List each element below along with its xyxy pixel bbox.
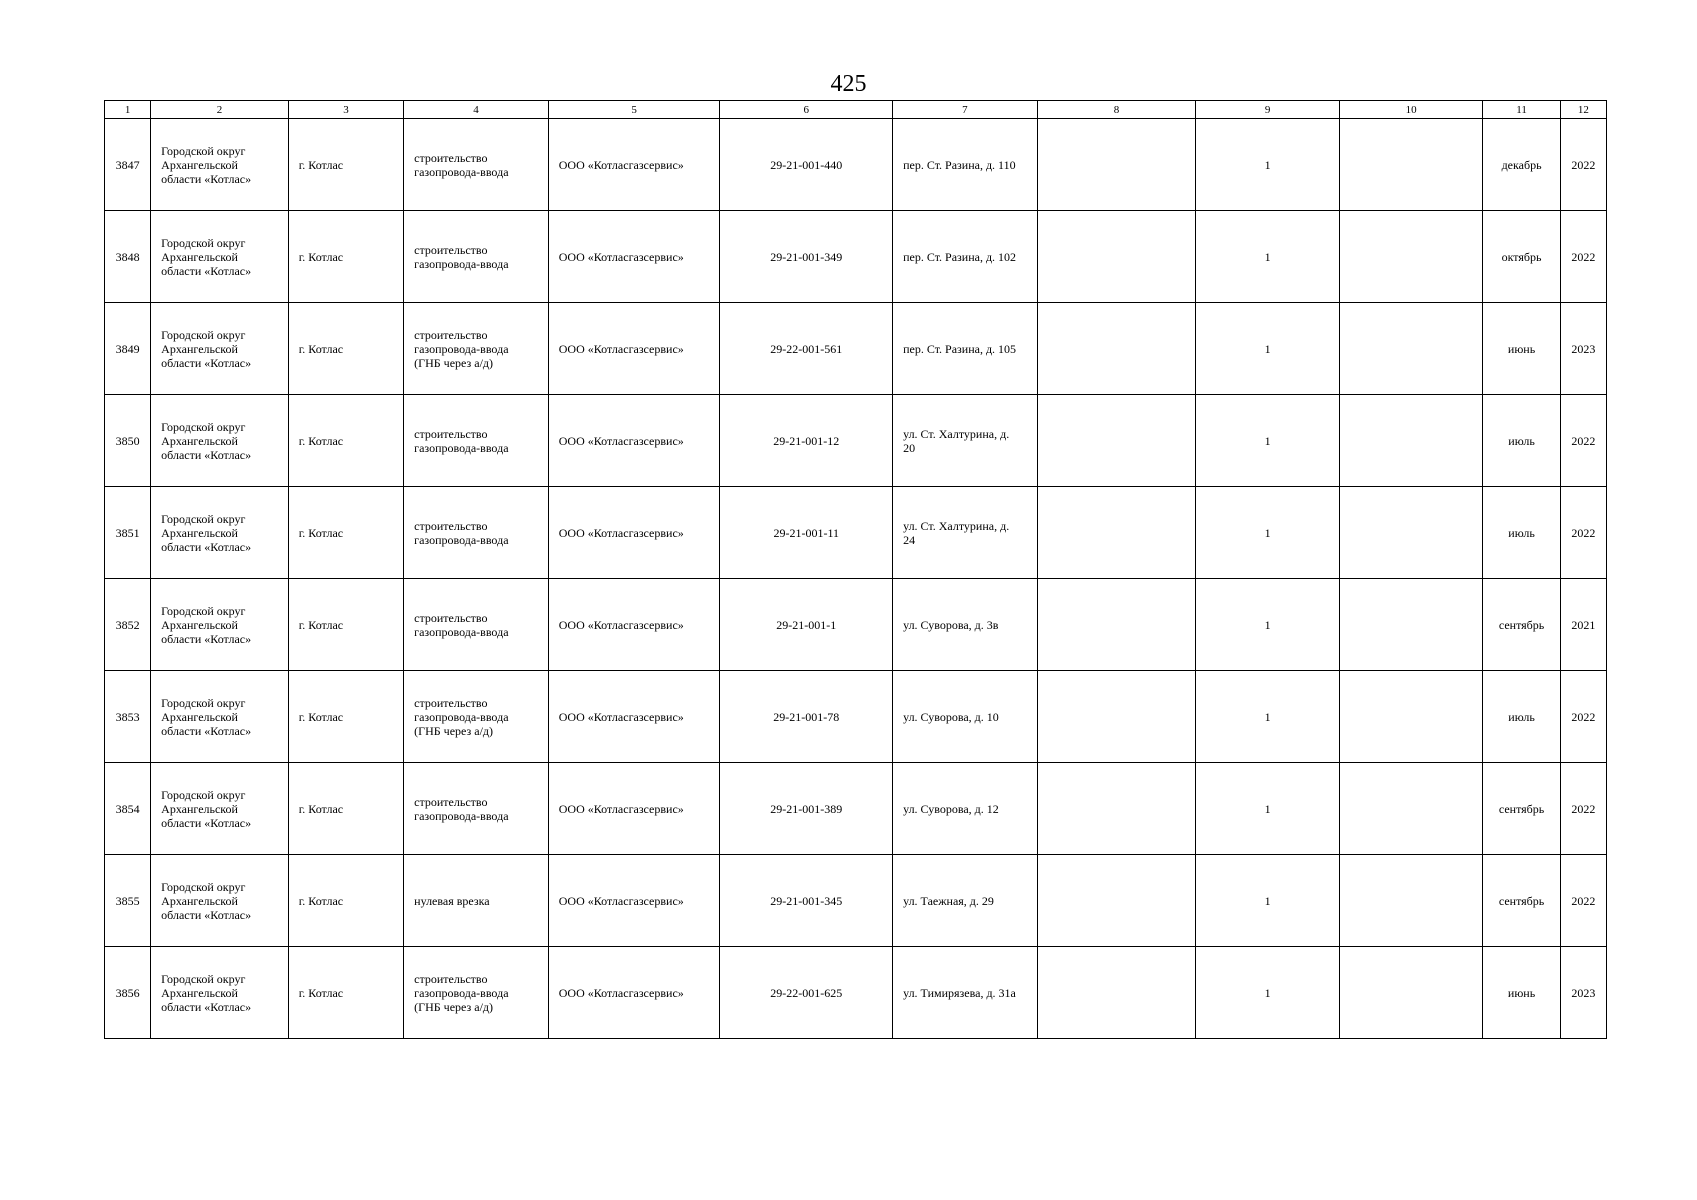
quantity-cell: 1 — [1196, 579, 1340, 671]
column-header: 5 — [548, 101, 720, 119]
month-cell: июль — [1483, 395, 1560, 487]
empty-cell — [1339, 211, 1483, 303]
column-header: 6 — [720, 101, 893, 119]
address-cell: ул. Суворова, д. 10 — [893, 671, 1038, 763]
empty-cell — [1339, 579, 1483, 671]
year-cell: 2023 — [1560, 947, 1606, 1039]
district-cell: Городской округ Архангельской области «Котлас» — [151, 395, 289, 487]
month-cell: сентябрь — [1483, 855, 1560, 947]
district-cell: Городской округ Архангельской области «Котлас» — [151, 855, 289, 947]
address-cell: пер. Ст. Разина, д. 102 — [893, 211, 1038, 303]
empty-cell — [1037, 763, 1196, 855]
code-cell: 29-21-001-440 — [720, 119, 893, 211]
month-cell: декабрь — [1483, 119, 1560, 211]
address-cell: ул. Суворова, д. 3в — [893, 579, 1038, 671]
city-cell: г. Котлас — [288, 119, 403, 211]
year-cell: 2022 — [1560, 487, 1606, 579]
city-cell: г. Котлас — [288, 947, 403, 1039]
address-cell: ул. Ст. Халтурина, д. 20 — [893, 395, 1038, 487]
organization-cell: ООО «Котласгазсервис» — [548, 947, 720, 1039]
city-cell: г. Котлас — [288, 395, 403, 487]
address-cell: ул. Таежная, д. 29 — [893, 855, 1038, 947]
district-cell: Городской округ Архангельской области «Котлас» — [151, 763, 289, 855]
column-header: 11 — [1483, 101, 1560, 119]
organization-cell: ООО «Котласгазсервис» — [548, 579, 720, 671]
quantity-cell: 1 — [1196, 395, 1340, 487]
year-cell: 2022 — [1560, 395, 1606, 487]
column-header: 12 — [1560, 101, 1606, 119]
work-type-cell: строительство газопровода-ввода (ГНБ через а/д) — [404, 947, 549, 1039]
work-type-cell: строительство газопровода-ввода — [404, 395, 549, 487]
empty-cell — [1339, 855, 1483, 947]
month-cell: июнь — [1483, 947, 1560, 1039]
year-cell: 2023 — [1560, 303, 1606, 395]
quantity-cell: 1 — [1196, 211, 1340, 303]
organization-cell: ООО «Котласгазсервис» — [548, 395, 720, 487]
row-number: 3849 — [105, 303, 151, 395]
organization-cell: ООО «Котласгазсервис» — [548, 303, 720, 395]
table-row — [105, 303, 1607, 395]
organization-cell: ООО «Котласгазсервис» — [548, 671, 720, 763]
code-cell: 29-21-001-349 — [720, 211, 893, 303]
work-type-cell: строительство газопровода-ввода — [404, 763, 549, 855]
code-cell: 29-21-001-345 — [720, 855, 893, 947]
empty-cell — [1037, 487, 1196, 579]
code-cell: 29-21-001-78 — [720, 671, 893, 763]
code-cell: 29-22-001-561 — [720, 303, 893, 395]
empty-cell — [1339, 487, 1483, 579]
month-cell: июль — [1483, 671, 1560, 763]
table-row — [105, 119, 1607, 211]
empty-cell — [1037, 671, 1196, 763]
work-type-cell: строительство газопровода-ввода (ГНБ через а/д) — [404, 303, 549, 395]
empty-cell — [1037, 947, 1196, 1039]
district-cell: Городской округ Архангельской области «Котлас» — [151, 487, 289, 579]
empty-cell — [1037, 119, 1196, 211]
address-cell: ул. Суворова, д. 12 — [893, 763, 1038, 855]
column-header: 9 — [1196, 101, 1340, 119]
empty-cell — [1037, 395, 1196, 487]
empty-cell — [1037, 855, 1196, 947]
code-cell: 29-22-001-625 — [720, 947, 893, 1039]
district-cell: Городской округ Архангельской области «Котлас» — [151, 671, 289, 763]
column-header: 8 — [1037, 101, 1196, 119]
organization-cell: ООО «Котласгазсервис» — [548, 211, 720, 303]
month-cell: октябрь — [1483, 211, 1560, 303]
month-cell: сентябрь — [1483, 763, 1560, 855]
district-cell: Городской округ Архангельской области «Котлас» — [151, 579, 289, 671]
year-cell: 2022 — [1560, 671, 1606, 763]
column-header: 4 — [404, 101, 549, 119]
row-number: 3850 — [105, 395, 151, 487]
city-cell: г. Котлас — [288, 763, 403, 855]
city-cell: г. Котлас — [288, 487, 403, 579]
table-row — [105, 395, 1607, 487]
code-cell: 29-21-001-12 — [720, 395, 893, 487]
row-number: 3852 — [105, 579, 151, 671]
row-number: 3851 — [105, 487, 151, 579]
table-row — [105, 855, 1607, 947]
quantity-cell: 1 — [1196, 487, 1340, 579]
empty-cell — [1339, 119, 1483, 211]
column-number-row — [105, 101, 1607, 119]
city-cell: г. Котлас — [288, 671, 403, 763]
row-number: 3847 — [105, 119, 151, 211]
city-cell: г. Котлас — [288, 855, 403, 947]
year-cell: 2022 — [1560, 211, 1606, 303]
quantity-cell: 1 — [1196, 947, 1340, 1039]
work-type-cell: строительство газопровода-ввода (ГНБ через а/д) — [404, 671, 549, 763]
empty-cell — [1339, 763, 1483, 855]
row-number: 3854 — [105, 763, 151, 855]
city-cell: г. Котлас — [288, 579, 403, 671]
row-number: 3856 — [105, 947, 151, 1039]
quantity-cell: 1 — [1196, 671, 1340, 763]
table-row — [105, 211, 1607, 303]
quantity-cell: 1 — [1196, 303, 1340, 395]
empty-cell — [1037, 211, 1196, 303]
year-cell: 2022 — [1560, 119, 1606, 211]
district-cell: Городской округ Архангельской области «Котлас» — [151, 303, 289, 395]
row-number: 3848 — [105, 211, 151, 303]
column-header: 10 — [1339, 101, 1483, 119]
work-type-cell: строительство газопровода-ввода — [404, 487, 549, 579]
registry-table — [104, 100, 1607, 1039]
work-type-cell: строительство газопровода-ввода — [404, 579, 549, 671]
empty-cell — [1037, 579, 1196, 671]
table-row — [105, 579, 1607, 671]
table-row — [105, 487, 1607, 579]
empty-cell — [1339, 671, 1483, 763]
quantity-cell: 1 — [1196, 855, 1340, 947]
address-cell: пер. Ст. Разина, д. 110 — [893, 119, 1038, 211]
address-cell: ул. Ст. Халтурина, д. 24 — [893, 487, 1038, 579]
organization-cell: ООО «Котласгазсервис» — [548, 487, 720, 579]
organization-cell: ООО «Котласгазсервис» — [548, 855, 720, 947]
row-number: 3855 — [105, 855, 151, 947]
empty-cell — [1339, 303, 1483, 395]
year-cell: 2022 — [1560, 763, 1606, 855]
code-cell: 29-21-001-389 — [720, 763, 893, 855]
organization-cell: ООО «Котласгазсервис» — [548, 119, 720, 211]
column-header: 2 — [151, 101, 289, 119]
work-type-cell: нулевая врезка — [404, 855, 549, 947]
column-header: 7 — [893, 101, 1038, 119]
table-row — [105, 947, 1607, 1039]
work-type-cell: строительство газопровода-ввода — [404, 119, 549, 211]
empty-cell — [1037, 303, 1196, 395]
address-cell: ул. Тимирязева, д. 31а — [893, 947, 1038, 1039]
quantity-cell: 1 — [1196, 119, 1340, 211]
empty-cell — [1339, 947, 1483, 1039]
district-cell: Городской округ Архангельской области «Котлас» — [151, 211, 289, 303]
empty-cell — [1339, 395, 1483, 487]
city-cell: г. Котлас — [288, 211, 403, 303]
address-cell: пер. Ст. Разина, д. 105 — [893, 303, 1038, 395]
year-cell: 2021 — [1560, 579, 1606, 671]
table-row — [105, 671, 1607, 763]
organization-cell: ООО «Котласгазсервис» — [548, 763, 720, 855]
row-number: 3853 — [105, 671, 151, 763]
district-cell: Городской округ Архангельской области «Котлас» — [151, 119, 289, 211]
code-cell: 29-21-001-11 — [720, 487, 893, 579]
month-cell: июнь — [1483, 303, 1560, 395]
month-cell: сентябрь — [1483, 579, 1560, 671]
district-cell: Городской округ Архангельской области «Котлас» — [151, 947, 289, 1039]
quantity-cell: 1 — [1196, 763, 1340, 855]
city-cell: г. Котлас — [288, 303, 403, 395]
column-header: 1 — [105, 101, 151, 119]
year-cell: 2022 — [1560, 855, 1606, 947]
work-type-cell: строительство газопровода-ввода — [404, 211, 549, 303]
column-header: 3 — [288, 101, 403, 119]
code-cell: 29-21-001-1 — [720, 579, 893, 671]
month-cell: июль — [1483, 487, 1560, 579]
page-number: 425 — [830, 71, 867, 97]
table-row — [105, 763, 1607, 855]
